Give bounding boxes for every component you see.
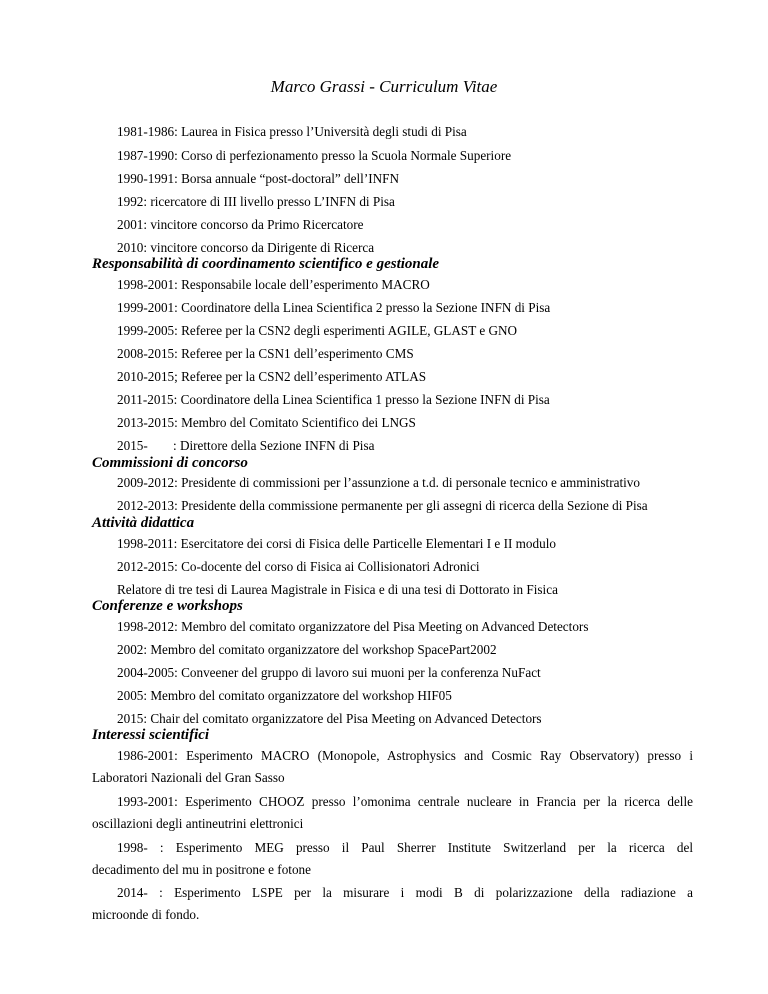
- responsabilita-item: 1999-2001: Coordinatore della Linea Scientifica 2 presso la Sezione INFN di Pisa: [117, 300, 551, 315]
- responsabilita-item: 1998-2001: Responsabile locale dell’esperimento MACRO: [117, 277, 430, 292]
- didattica-item: Relatore di tre tesi di Laurea Magistrale in Fisica e di una tesi di Dottorato in Fisica: [117, 582, 558, 597]
- interessi-paragraph: [92, 837, 693, 881]
- career-item: 2010: vincitore concorso da Dirigente di Ricerca: [117, 240, 375, 255]
- conferenze-item: 2005: Membro del comitato organizzatore del workshop HIF05: [117, 688, 452, 703]
- responsabilita-item: 2010-2015; Referee per la CSN2 dell’esperimento ATLAS: [117, 369, 427, 384]
- commissioni-item: 2012-2013: Presidente della commissione permanente per gli assegni di ricerca della Sezione di Pisa: [117, 498, 648, 513]
- page-title: Marco Grassi - Curriculum Vitae: [270, 77, 498, 96]
- year-label: 2015-: [117, 438, 148, 453]
- paragraph-continuation: decadimento del mu in positrone e fotone: [92, 862, 311, 877]
- conferenze-item: 1998-2012: Membro del comitato organizzatore del Pisa Meeting on Advanced Detectors: [117, 619, 589, 634]
- responsabilita-item-direttore: [117, 438, 374, 454]
- responsabilita-item: 2008-2015: Referee per la CSN1 dell’esperimento CMS: [117, 346, 414, 361]
- didattica-item: 2012-2015: Co-docente del corso di Fisica ai Collisionatori Adronici: [117, 559, 480, 574]
- career-item: 1987-1990: Corso di perfezionamento presso la Scuola Normale Superiore: [117, 148, 512, 163]
- section-heading-interessi: Interessi scientifici: [92, 727, 210, 743]
- interessi-paragraph: [92, 882, 693, 926]
- career-item: 2001: vincitore concorso da Primo Ricercatore: [117, 217, 364, 232]
- section-heading-responsabilita: Responsabilità di coordinamento scientifico e gestionale: [92, 256, 440, 272]
- paragraph-first-line: 1998- : Esperimento MEG presso il Paul Sherrer Institute Switzerland per la ricerca del: [117, 840, 693, 855]
- paragraph-continuation: oscillazioni degli antineutrini elettronici: [92, 816, 304, 831]
- conferenze-item: 2004-2005: Conveener del gruppo di lavoro sui muoni per la conferenza NuFact: [117, 665, 541, 680]
- paragraph-first-line: 1986-2001: Esperimento MACRO (Monopole, Astrophysics and Cosmic Ray Observatory) presso i: [117, 748, 693, 763]
- section-heading-didattica: Attività didattica: [92, 515, 195, 531]
- section-heading-commissioni: Commissioni di concorso: [92, 455, 248, 471]
- paragraph-first-line: 2014- : Esperimento LSPE per la misurare i modi B di polarizzazione della radiazione a: [117, 885, 693, 900]
- conferenze-item: 2015: Chair del comitato organizzatore del Pisa Meeting on Advanced Detectors: [117, 711, 542, 726]
- paragraph-continuation: Laboratori Nazionali del Gran Sasso: [92, 770, 285, 785]
- section-heading-conferenze: Conferenze e workshops: [92, 598, 243, 614]
- responsabilita-item: 2011-2015: Coordinatore della Linea Scientifica 1 presso la Sezione INFN di Pisa: [117, 392, 550, 407]
- responsabilita-item: 1999-2005: Referee per la CSN2 degli esperimenti AGILE, GLAST e GNO: [117, 323, 518, 338]
- commissioni-item: 2009-2012: Presidente di commissioni per l’assunzione a t.d. di personale tecnico e amministrativo: [117, 475, 640, 490]
- career-item: 1992: ricercatore di III livello presso L’INFN di Pisa: [117, 194, 395, 209]
- career-item: 1981-1986: Laurea in Fisica presso l’Università degli studi di Pisa: [117, 124, 467, 139]
- career-item: 1990-1991: Borsa annuale “post-doctoral” dell’INFN: [117, 171, 399, 186]
- didattica-item: 1998-2011: Esercitatore dei corsi di Fisica delle Particelle Elementari I e II modulo: [117, 536, 556, 551]
- responsabilita-item: 2013-2015: Membro del Comitato Scientifico dei LNGS: [117, 415, 416, 430]
- paragraph-continuation: microonde di fondo.: [92, 907, 200, 922]
- interessi-paragraph: [92, 745, 693, 789]
- conferenze-item: 2002: Membro del comitato organizzatore del workshop SpacePart2002: [117, 642, 497, 657]
- role-label: : Direttore della Sezione INFN di Pisa: [173, 438, 375, 453]
- interessi-paragraph: [92, 791, 693, 835]
- paragraph-first-line: 1993-2001: Esperimento CHOOZ presso l’omonima centrale nucleare in Francia per la ricerca delle: [117, 794, 693, 809]
